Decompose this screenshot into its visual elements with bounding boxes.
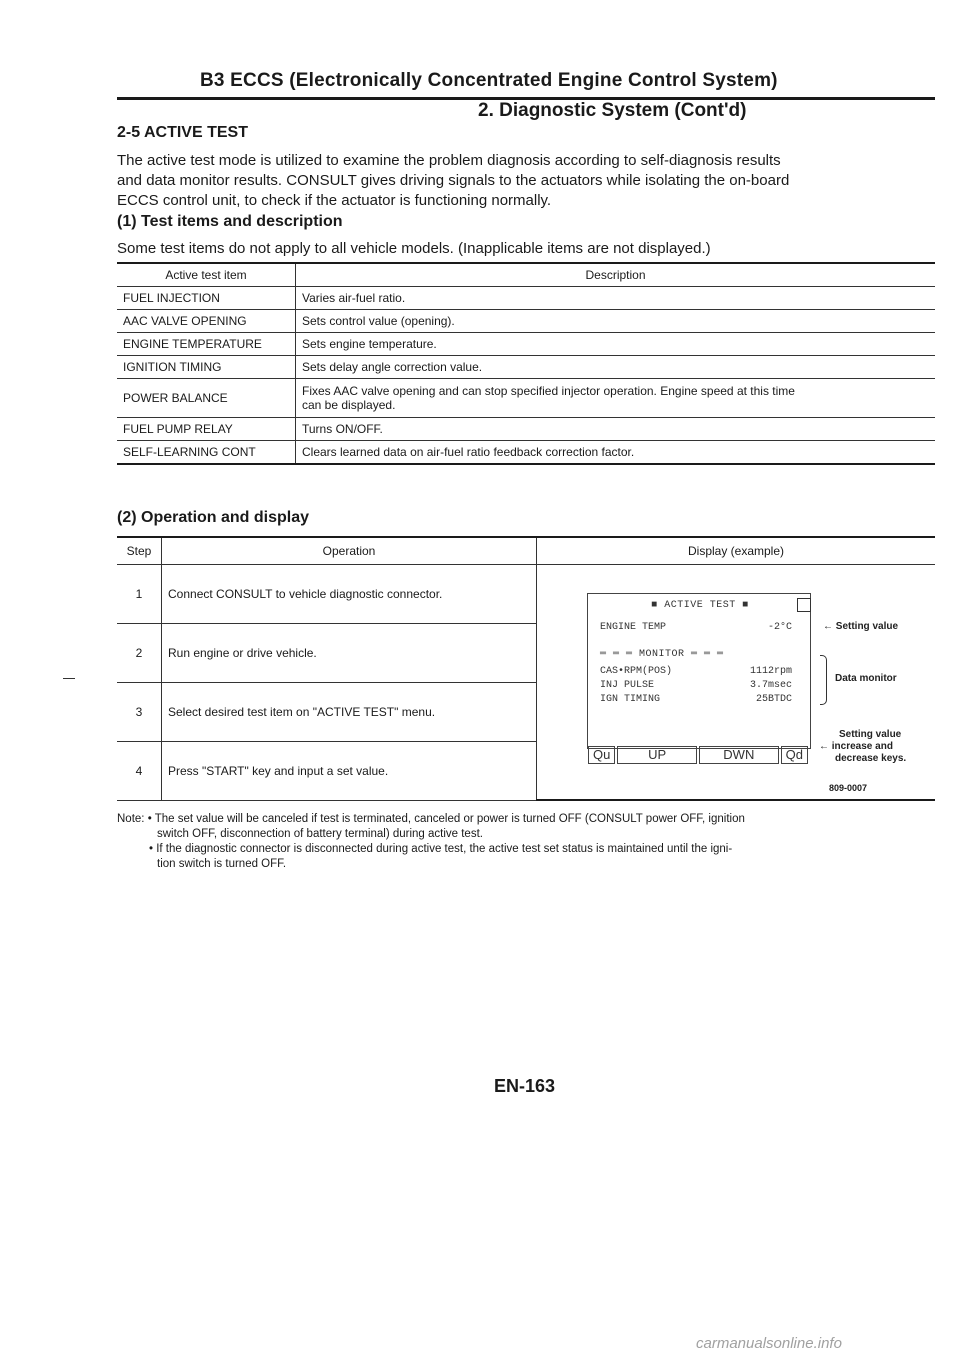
test-items-table	[117, 262, 935, 465]
monitor-value: 25BTDC	[755, 694, 792, 705]
monitor-value: 3.7msec	[749, 680, 792, 691]
test-item-name: AAC VALVE OPENING	[117, 310, 296, 333]
up-key[interactable]: UP	[617, 746, 697, 764]
monitor-row	[600, 666, 800, 677]
page-subtitle: 2. Diagnostic System (Cont'd)	[478, 100, 747, 121]
data-monitor-annotation: Data monitor	[835, 673, 897, 684]
monitor-row	[600, 680, 800, 691]
test-item-name: FUEL PUMP RELAY	[117, 418, 296, 441]
engine-temp-value: -2°C	[767, 622, 792, 633]
test-item-name: IGNITION TIMING	[117, 356, 296, 379]
figure-id: 809-0007	[829, 783, 868, 793]
note-continuation: switch OFF, disconnection of battery terminal) during active test.	[157, 828, 483, 840]
test-item-desc: Clears learned data on air-fuel ratio feedback correction factor.	[296, 441, 936, 465]
step-number: 4	[117, 741, 162, 800]
keys-annotation-line1: Setting value	[839, 729, 902, 740]
step-number: 1	[117, 565, 162, 624]
note-label: Note:	[117, 813, 145, 825]
note-text: • The set value will be canceled if test is terminated, canceled or power is turned OFF (CONSULT power OFF, ignition	[147, 813, 745, 825]
step-operation: Press "START" key and input a set value.	[162, 741, 537, 800]
note-item: • If the diagnostic connector is disconnected during active test, the active test set status is maintained until the igni-	[149, 843, 733, 855]
step-number: 3	[117, 682, 162, 741]
step-operation: Select desired test item on "ACTIVE TEST" menu.	[162, 682, 537, 741]
test-item-name: FUEL INJECTION	[117, 287, 296, 310]
test-item-name: SELF-LEARNING CONT	[117, 441, 296, 465]
display-example-cell	[537, 565, 936, 801]
notes-block	[117, 812, 937, 872]
monitor-label: IGN TIMING	[600, 694, 661, 705]
table-row	[117, 356, 935, 379]
desc-line: can be displayed.	[302, 398, 396, 412]
test-item-desc: Varies air-fuel ratio.	[296, 287, 936, 310]
header-active-test-item: Active test item	[117, 263, 296, 287]
key-row	[588, 746, 810, 764]
test-item-desc: Turns ON/OFF.	[296, 418, 936, 441]
intro-line: and data monitor results. CONSULT gives driving signals to the actuators while isolating the on-board	[117, 172, 790, 189]
intro-line: The active test mode is utilized to examine the problem diagnosis according to self-diagnosis results	[117, 152, 781, 169]
table-header-row	[117, 537, 935, 565]
header-step: Step	[117, 537, 162, 565]
note-continuation: tion switch is turned OFF.	[157, 858, 287, 870]
dwn-key[interactable]: DWN	[699, 746, 779, 764]
step-number: 2	[117, 623, 162, 682]
page-number: EN-163	[494, 1076, 556, 1096]
test-item-desc	[296, 379, 936, 418]
margin-mark	[63, 678, 75, 679]
engine-temp-label: ENGINE TEMP	[600, 622, 667, 633]
desc-line: Fixes AAC valve opening and can stop specified injector operation. Engine speed at this time	[302, 384, 795, 398]
test-item-desc: Sets control value (opening).	[296, 310, 936, 333]
test-items-note: Some test items do not apply to all vehicle models. (Inapplicable items are not displayed.)	[117, 240, 711, 257]
page-title: B3 ECCS (Electronically Concentrated Engine Control System)	[200, 70, 778, 91]
table-row	[117, 418, 935, 441]
consult-display-figure	[537, 565, 927, 799]
step-operation: Run engine or drive vehicle.	[162, 623, 537, 682]
monitor-label: INJ PULSE	[600, 680, 655, 691]
qu-key[interactable]: Qu	[588, 746, 615, 764]
engine-temp-row	[600, 622, 800, 633]
header-display: Display (example)	[537, 537, 936, 565]
table-row	[117, 310, 935, 333]
checkbox-icon	[797, 598, 811, 612]
monitor-value: 1112rpm	[749, 666, 792, 677]
test-item-name: ENGINE TEMPERATURE	[117, 333, 296, 356]
test-item-name: POWER BALANCE	[117, 379, 296, 418]
section-title: 2-5 ACTIVE TEST	[117, 124, 248, 141]
operation-table	[117, 536, 935, 801]
setting-value-annotation: ← Setting value	[823, 621, 899, 632]
test-items-title: (1) Test items and description	[117, 213, 343, 230]
table-row	[117, 379, 935, 418]
table-header-row	[117, 263, 935, 287]
test-item-desc: Sets engine temperature.	[296, 333, 936, 356]
qd-key[interactable]: Qd	[781, 746, 808, 764]
test-item-desc: Sets delay angle correction value.	[296, 356, 936, 379]
intro-paragraph	[117, 151, 937, 211]
table-row	[117, 565, 935, 624]
header-description: Description	[296, 263, 936, 287]
operation-title: (2) Operation and display	[117, 509, 310, 526]
keys-annotation-line3: decrease keys.	[835, 753, 907, 764]
consult-screen	[587, 593, 811, 762]
keys-annotation-line2: ← increase and	[819, 741, 893, 752]
brace-icon	[820, 655, 827, 705]
screen-title: ■ ACTIVE TEST ■	[651, 600, 749, 611]
table-row	[117, 333, 935, 356]
monitor-row	[600, 694, 800, 705]
step-operation: Connect CONSULT to vehicle diagnostic connector.	[162, 565, 537, 624]
note-item	[117, 812, 937, 827]
intro-line: ECCS control unit, to check if the actuator is functioning normally.	[117, 192, 552, 209]
table-row	[117, 287, 935, 310]
monitor-label: CAS•RPM(POS)	[600, 666, 673, 677]
monitor-header: ═ ═ ═ MONITOR ═ ═ ═	[600, 649, 724, 660]
watermark: carmanualsonline.info	[696, 1335, 842, 1352]
header-operation: Operation	[162, 537, 537, 565]
table-row	[117, 441, 935, 465]
